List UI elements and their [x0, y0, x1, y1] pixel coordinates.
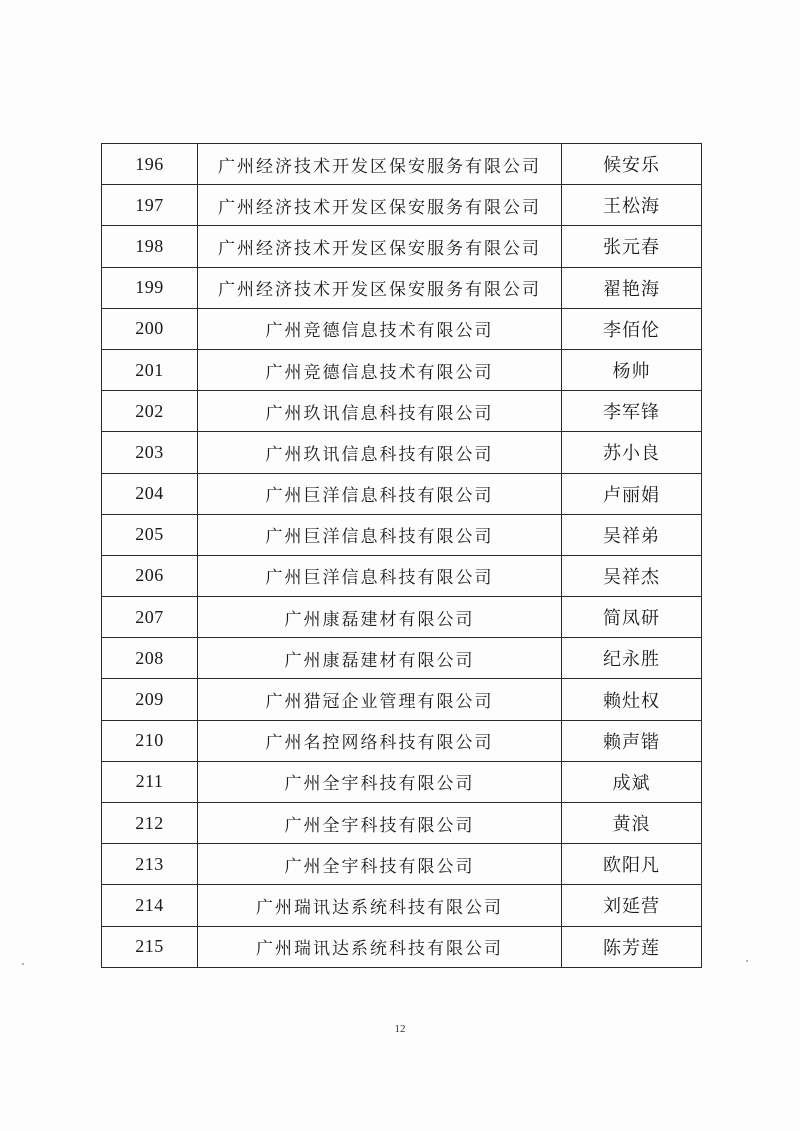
table-row — [102, 349, 702, 390]
scan-speck-left — [22, 963, 24, 965]
table-row — [102, 555, 702, 596]
row-number-cell: 198 — [102, 226, 198, 267]
person-name-cell: 王松海 — [562, 185, 702, 226]
table-row — [102, 514, 702, 555]
table-row — [102, 144, 702, 185]
roster-table-body — [102, 144, 702, 968]
person-name-cell: 陈芳莲 — [562, 926, 702, 967]
table-row — [102, 844, 702, 885]
person-name-cell: 纪永胜 — [562, 638, 702, 679]
table-row — [102, 803, 702, 844]
person-name-cell: 卢丽娟 — [562, 473, 702, 514]
table-row — [102, 308, 702, 349]
person-name-cell: 刘延营 — [562, 885, 702, 926]
company-name-cell: 广州经济技术开发区保安服务有限公司 — [198, 185, 562, 226]
row-number-cell: 201 — [102, 349, 198, 390]
person-name-cell: 黄浪 — [562, 803, 702, 844]
table-row — [102, 473, 702, 514]
table-row — [102, 185, 702, 226]
company-name-cell: 广州经济技术开发区保安服务有限公司 — [198, 226, 562, 267]
row-number-cell: 200 — [102, 308, 198, 349]
row-number-cell: 202 — [102, 391, 198, 432]
company-name-cell: 广州全宇科技有限公司 — [198, 844, 562, 885]
company-name-cell: 广州巨洋信息科技有限公司 — [198, 555, 562, 596]
table-row — [102, 638, 702, 679]
table-row — [102, 597, 702, 638]
company-name-cell: 广州康磊建材有限公司 — [198, 638, 562, 679]
person-name-cell: 赖声锴 — [562, 720, 702, 761]
person-name-cell: 候安乐 — [562, 144, 702, 185]
company-name-cell: 广州巨洋信息科技有限公司 — [198, 514, 562, 555]
row-number-cell: 210 — [102, 720, 198, 761]
company-name-cell: 广州名控网络科技有限公司 — [198, 720, 562, 761]
table-row — [102, 679, 702, 720]
table-row — [102, 432, 702, 473]
table-row — [102, 761, 702, 802]
person-name-cell: 赖灶权 — [562, 679, 702, 720]
company-name-cell: 广州康磊建材有限公司 — [198, 597, 562, 638]
row-number-cell: 204 — [102, 473, 198, 514]
company-name-cell: 广州全宇科技有限公司 — [198, 761, 562, 802]
row-number-cell: 205 — [102, 514, 198, 555]
company-name-cell: 广州瑞讯达系统科技有限公司 — [198, 885, 562, 926]
company-name-cell: 广州玖讯信息科技有限公司 — [198, 391, 562, 432]
page-number: 12 — [394, 1023, 406, 1035]
person-name-cell: 成斌 — [562, 761, 702, 802]
row-number-cell: 207 — [102, 597, 198, 638]
company-name-cell: 广州玖讯信息科技有限公司 — [198, 432, 562, 473]
company-name-cell: 广州竞德信息技术有限公司 — [198, 308, 562, 349]
company-name-cell: 广州经济技术开发区保安服务有限公司 — [198, 267, 562, 308]
company-name-cell: 广州经济技术开发区保安服务有限公司 — [198, 144, 562, 185]
row-number-cell: 209 — [102, 679, 198, 720]
row-number-cell: 214 — [102, 885, 198, 926]
row-number-cell: 213 — [102, 844, 198, 885]
person-name-cell: 简凤研 — [562, 597, 702, 638]
company-name-cell: 广州巨洋信息科技有限公司 — [198, 473, 562, 514]
row-number-cell: 208 — [102, 638, 198, 679]
row-number-cell: 199 — [102, 267, 198, 308]
person-name-cell: 翟艳海 — [562, 267, 702, 308]
person-name-cell: 张元春 — [562, 226, 702, 267]
row-number-cell: 197 — [102, 185, 198, 226]
company-name-cell: 广州竞德信息技术有限公司 — [198, 349, 562, 390]
person-name-cell: 李佰伦 — [562, 308, 702, 349]
person-name-cell: 吴祥弟 — [562, 514, 702, 555]
row-number-cell: 215 — [102, 926, 198, 967]
roster-table — [101, 143, 702, 968]
row-number-cell: 211 — [102, 761, 198, 802]
row-number-cell: 206 — [102, 555, 198, 596]
person-name-cell: 杨帅 — [562, 349, 702, 390]
table-row — [102, 391, 702, 432]
table-row — [102, 720, 702, 761]
table-row — [102, 267, 702, 308]
person-name-cell: 李军锋 — [562, 391, 702, 432]
row-number-cell: 212 — [102, 803, 198, 844]
company-name-cell: 广州瑞讯达系统科技有限公司 — [198, 926, 562, 967]
row-number-cell: 203 — [102, 432, 198, 473]
person-name-cell: 欧阳凡 — [562, 844, 702, 885]
scan-speck-right — [746, 960, 748, 962]
table-row — [102, 926, 702, 967]
person-name-cell: 苏小良 — [562, 432, 702, 473]
table-row — [102, 885, 702, 926]
company-name-cell: 广州猎冠企业管理有限公司 — [198, 679, 562, 720]
row-number-cell: 196 — [102, 144, 198, 185]
table-row — [102, 226, 702, 267]
company-name-cell: 广州全宇科技有限公司 — [198, 803, 562, 844]
person-name-cell: 吴祥杰 — [562, 555, 702, 596]
